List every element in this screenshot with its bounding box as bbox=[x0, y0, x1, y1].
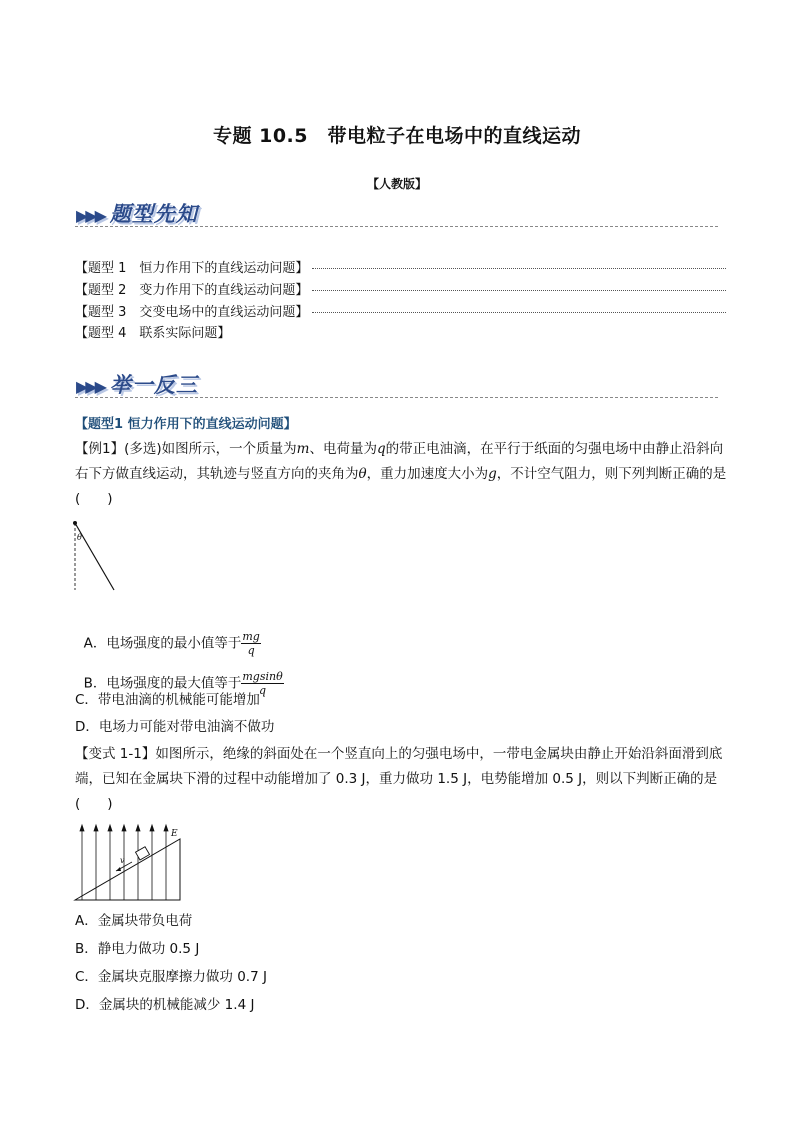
incline-triangle bbox=[75, 839, 180, 900]
toc-leader-dots bbox=[312, 268, 726, 269]
option-c[interactable]: C．带电油滴的机械能可能增加 bbox=[75, 692, 260, 708]
toc-leader-dots bbox=[312, 290, 726, 291]
variant-option-c[interactable]: C．金属块克服摩擦力做功 0.7 J bbox=[75, 969, 267, 985]
toc-leader-dots bbox=[312, 312, 726, 313]
fraction: $\frac{mgsin\theta}{q}$ bbox=[242, 670, 283, 697]
velocity-label: v bbox=[120, 856, 125, 865]
toc-item-4[interactable] bbox=[75, 322, 255, 342]
banner-type-preview bbox=[76, 198, 198, 228]
example-1-figure bbox=[68, 515, 128, 595]
page-title: 专题 10.5 带电粒子在电场中的直线运动 bbox=[213, 125, 581, 147]
banner-text: 举一反三 bbox=[109, 372, 198, 397]
triple-arrow-icon: ▶▶▶ bbox=[76, 377, 104, 396]
variant-tag: 【变式 1-1】 bbox=[75, 746, 156, 762]
banner-divider bbox=[75, 226, 718, 227]
option-b[interactable]: B．电场强度的最大值等于 $\frac{mgsin\theta}{q}$ bbox=[83, 670, 283, 697]
toc-item-1[interactable] bbox=[75, 257, 726, 277]
example-tag: 【例1】 bbox=[75, 441, 125, 457]
option-d[interactable]: D．电场力可能对带电油滴不做功 bbox=[75, 719, 275, 735]
oil-drop-point bbox=[73, 521, 77, 525]
variant-option-b[interactable]: B．静电力做功 0.5 J bbox=[75, 941, 200, 957]
field-label-e: E bbox=[171, 829, 178, 839]
banner-divider bbox=[75, 397, 718, 398]
theta-label: θ bbox=[77, 533, 82, 542]
variant-1-1-question: 【变式 1-1】如图所示，绝缘的斜面处在一个竖直向上的匀强电场中，一带电金属块由静止开始沿斜面滑到底端，已知在金属块下滑的过程中动能增加了 0.3 J，重力做功 1.5 J，电势能增加 0.5 J，则以下判断正确的是( ) bbox=[75, 746, 723, 812]
banner-text: 题型先知 bbox=[109, 201, 198, 226]
toc-item-3[interactable] bbox=[75, 301, 726, 321]
triple-arrow-icon: ▶▶▶ bbox=[76, 206, 104, 225]
edition-label: 【人教版】 bbox=[366, 177, 427, 191]
fraction: $\frac{mg}{q}$ bbox=[242, 630, 260, 657]
section-heading: 【题型1 恒力作用下的直线运动问题】 bbox=[75, 417, 297, 432]
toc-item-label: 【题型 1 恒力作用下的直线运动问题】 bbox=[75, 261, 309, 276]
variant-1-1-figure bbox=[70, 822, 190, 904]
variant-option-a[interactable]: A．金属块带负电荷 bbox=[75, 913, 193, 929]
toc-item-label: 【题型 3 交变电场中的直线运动问题】 bbox=[75, 305, 309, 320]
toc-item-label: 【题型 4 联系实际问题】 bbox=[75, 326, 231, 341]
banner-practice bbox=[76, 369, 198, 399]
velocity-arrowhead bbox=[116, 867, 121, 871]
toc-item-2[interactable] bbox=[75, 279, 726, 299]
option-a[interactable]: A．电场强度的最小值等于 $\frac{mg}{q}$ bbox=[83, 630, 260, 657]
example-1-question: 【例1】(多选)如图所示，一个质量为m、电荷量为q的带正电油滴，在平行于纸面的匀强电场中由静止沿斜向右下方做直线运动，其轨迹与竖直方向的夹角为θ，重力加速度大小为g，不计空气阻力，则下列判断正确的是( ) bbox=[75, 441, 727, 507]
toc-item-label: 【题型 2 变力作用下的直线运动问题】 bbox=[75, 283, 309, 298]
variant-option-d[interactable]: D．金属块的机械能减少 1.4 J bbox=[75, 997, 255, 1013]
